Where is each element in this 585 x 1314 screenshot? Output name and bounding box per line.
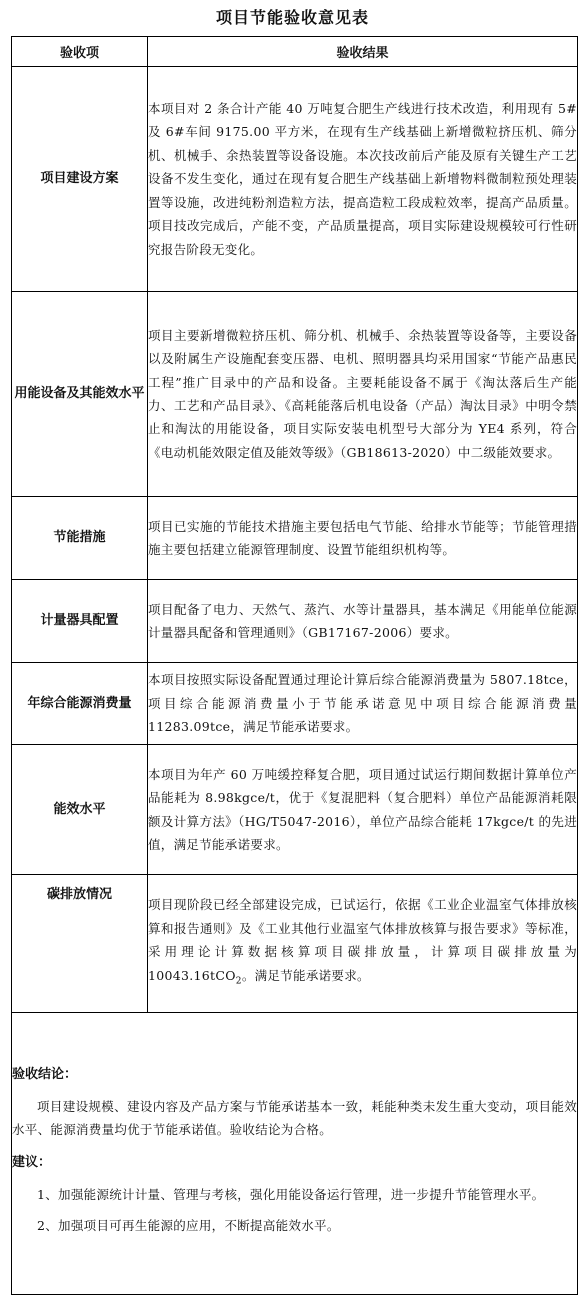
row-label-metering: 计量器具配置 bbox=[12, 580, 148, 663]
header-item: 验收项 bbox=[12, 37, 148, 67]
table-row bbox=[12, 497, 578, 580]
row-content-measures: 项目已实施的节能技术措施主要包括电气节能、给排水节能等；节能管理措施主要包括建立能源管理制度、设置节能组织机构等。 bbox=[148, 497, 578, 580]
table-header-row bbox=[12, 37, 578, 67]
conclusion-cell bbox=[12, 1013, 578, 1295]
row-content-energy-consumption: 本项目按照实际设备配置通过理论计算后综合能源消费量为 5807.18tce，项目综合能源消费量小于节能承诺意见中项目综合能源消费量 11283.09tce，满足节能承诺要求。 bbox=[148, 663, 578, 745]
table-row bbox=[12, 745, 578, 875]
table-row bbox=[12, 67, 578, 292]
table-row bbox=[12, 875, 578, 1013]
row-content-efficiency: 本项目为年产 60 万吨缓控释复合肥，项目通过试运行期间数据计算单位产品能耗为 8.98kgce/t，优于《复混肥料（复合肥料）单位产品能源消耗限额及计算方法》（HG/T5047-2016），单位产品综合能耗 17kgce/t 的先进值，满足节能承诺要求。 bbox=[148, 745, 578, 875]
advice-heading: 建议： bbox=[12, 1154, 52, 1170]
row-label-efficiency: 能效水平 bbox=[12, 745, 148, 875]
conclusion-heading: 验收结论： bbox=[12, 1066, 78, 1082]
row-content-construction-plan: 本项目对 2 条合计产能 40 万吨复合肥生产线进行技术改造，利用现有 5#及 6#车间 9175.00 平方米，在现有生产线基础上新增微粒挤压机、筛分机、机械手、余热装置等设备设施。本次技改前后产能及原有关键生产工艺设备不发生变化，通过在现有复合肥生产线基础上新增物料微制粒预处理装置等设施，改进纯粉剂造粒方法，提高造粒工段成粒效率，提高产品质量。项目技改完成后，产能不变，产品质量提高，项目实际建设规模较可行性研究报告阶段无变化。 bbox=[148, 67, 578, 292]
page-title: 项目节能验收意见表 bbox=[215, 8, 369, 27]
conclusion-text: 项目建设规模、建设内容及产品方案与节能承诺基本一致，耗能种类未发生重大变动，项目能效水平、能源消费量均优于节能承诺值。验收结论为合格。 bbox=[12, 1098, 577, 1137]
header-result: 验收结果 bbox=[148, 37, 578, 67]
advice-item: 1、加强能源统计计量、管理与考核，强化用能设备运行管理，进一步提升节能管理水平。 bbox=[37, 1186, 545, 1202]
row-content-metering: 项目配备了电力、天然气、蒸汽、水等计量器具，基本满足《用能单位能源计量器具配备和管理通则》（GB17167-2006）要求。 bbox=[148, 580, 578, 663]
table-row bbox=[12, 663, 578, 745]
carbon-text-end: 。满足节能承诺要求。 bbox=[241, 967, 370, 983]
row-content-equipment: 项目主要新增微粒挤压机、筛分机、机械手、余热装置等设备等，主要设备以及附属生产设施配套变压器、电机、照明器具均采用国家“节能产品惠民工程”推广目录中的产品和设备。主要耗能设备不属于《淘汰落后生产能力、工艺和产品目录》、《高耗能落后机电设备（产品）淘汰目录》中明令禁止和淘汰的用能设备，项目实际安装电机型号大部分为 YE4 系列，符合《电动机能效限定值及能效等级》（GB18613-2020）中二级能效要求。 bbox=[148, 292, 578, 497]
row-label-energy-consumption: 年综合能源消费量 bbox=[12, 663, 148, 745]
acceptance-table bbox=[11, 36, 578, 1295]
table-row bbox=[12, 580, 578, 663]
row-label-equipment: 用能设备及其能效水平 bbox=[12, 292, 148, 497]
conclusion-row bbox=[12, 1013, 578, 1295]
row-label-construction-plan: 项目建设方案 bbox=[12, 67, 148, 292]
table-row bbox=[12, 292, 578, 497]
row-label-carbon: 碳排放情况 bbox=[12, 875, 148, 1013]
carbon-subscript: 2 bbox=[235, 976, 242, 987]
row-content-carbon bbox=[148, 875, 578, 1013]
row-label-measures: 节能措施 bbox=[12, 497, 148, 580]
carbon-text-main: 项目现阶段已经全部建设完成，已试运行，依据《工业企业温室气体排放核算和报告通则》及《工业其他行业温室气体排放核算与报告要求》等标准，采用理论计算数据核算项目碳排放量，计算项目碳排放量为 10043.16tCO bbox=[148, 897, 577, 983]
advice-item: 2、加强项目可再生能源的应用，不断提高能效水平。 bbox=[37, 1217, 340, 1233]
